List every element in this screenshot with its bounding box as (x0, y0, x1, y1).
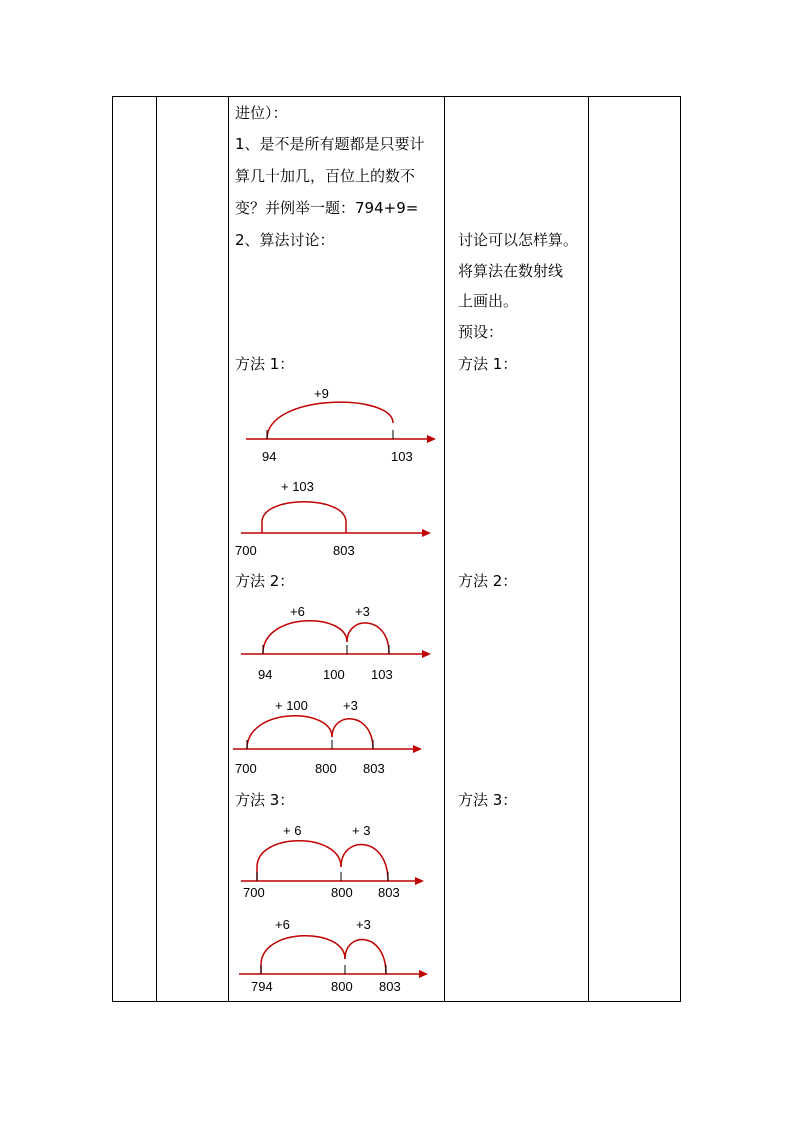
tick-label: 803 (333, 543, 355, 558)
question-1-line-1: 1、是不是所有题都是只要计 (235, 135, 425, 153)
question-2-text: 2、算法讨论： (235, 231, 335, 249)
student-line-1: 讨论可以怎样算。 (458, 231, 579, 249)
arrow-head (419, 970, 428, 978)
tick-label: 803 (363, 761, 385, 776)
tick-label: 803 (379, 979, 401, 994)
student-line-3: 上画出。 (458, 292, 519, 310)
jump-label: + 6 (283, 823, 302, 838)
jump-label: +6 (290, 604, 305, 619)
table-cell-5 (589, 97, 681, 1002)
tick-label: 700 (235, 543, 257, 558)
student-method-3-label: 方法 3： (458, 791, 518, 809)
table-cell-1 (113, 97, 157, 1002)
jump-label: +3 (356, 917, 371, 932)
tick-label: 100 (323, 667, 345, 682)
tick-label: 94 (262, 449, 277, 464)
student-activity-cell (445, 97, 589, 1002)
jump-label: +3 (355, 604, 370, 619)
jump-label: + 100 (275, 698, 308, 713)
tick-label: 794 (251, 979, 273, 994)
tick-label: 800 (331, 885, 353, 900)
tick-label: 800 (315, 761, 337, 776)
student-line-2: 将算法在数射线 (458, 262, 564, 280)
tick-label: 700 (243, 885, 265, 900)
teacher-activity-cell (229, 97, 445, 1002)
tick-label: 803 (378, 885, 400, 900)
tick-label: 103 (371, 667, 393, 682)
method-1-label: 方法 1： (235, 355, 295, 373)
student-method-1-label: 方法 1： (458, 355, 518, 373)
tick-label: 800 (331, 979, 353, 994)
student-line-4: 预设： (458, 323, 504, 341)
jump-label: +6 (275, 917, 290, 932)
tick-label: 103 (391, 449, 413, 464)
intro-tail-text: 进位）： (235, 104, 288, 122)
jump-label: + 103 (281, 479, 314, 494)
question-1-line-3: 变？并例举一题：794+9= (235, 199, 419, 217)
student-method-2-label: 方法 2： (458, 572, 518, 590)
jump-arc (261, 936, 345, 974)
lesson-plan-table (112, 96, 681, 1002)
question-1-line-2: 算几十加几，百位上的数不 (235, 167, 416, 185)
method-2-label: 方法 2： (235, 572, 295, 590)
tick-label: 700 (235, 761, 257, 776)
jump-label: +3 (343, 698, 358, 713)
jump-label: + 3 (352, 823, 371, 838)
number-line-f-svg (229, 97, 444, 1001)
table-row (113, 97, 681, 1002)
method-3-label: 方法 3： (235, 791, 295, 809)
jump-arc (345, 940, 386, 974)
jump-label: +9 (314, 386, 329, 401)
tick-label: 94 (258, 667, 273, 682)
table-cell-2 (157, 97, 229, 1002)
